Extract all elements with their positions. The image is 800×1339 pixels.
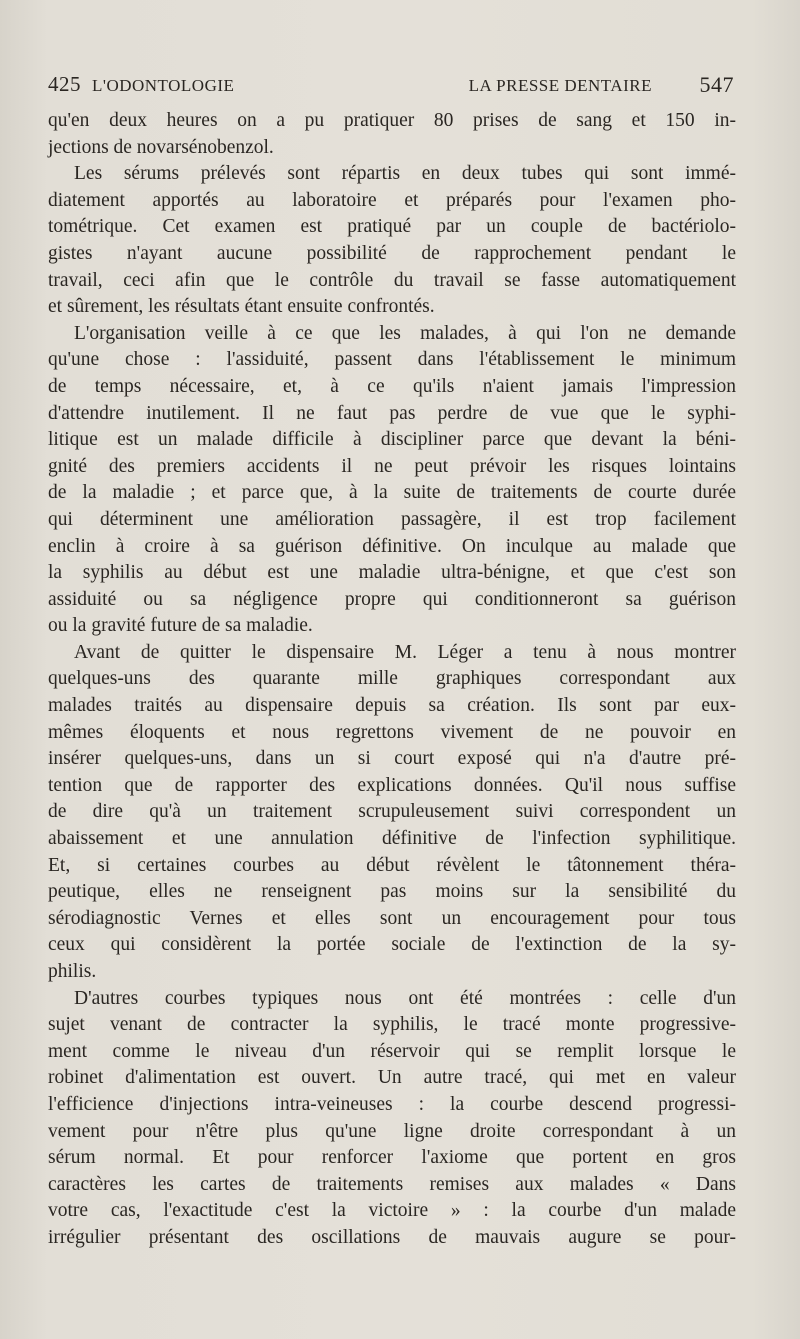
text-line: tométrique. Cet examen est pratiqué par un couple de bactériolo- <box>48 216 736 238</box>
text-line: et sûrement, les résultats étant ensuite confrontés. <box>48 296 435 318</box>
text-line: ment comme le niveau d'un réservoir qui se remplit lorsque le <box>48 1040 736 1062</box>
text-line: qu'en deux heures on a pu pratiquer 80 prises de sang et 150 in- <box>48 110 736 131</box>
text-line: peutique, elles ne renseignent pas moins sur la sensibilité du <box>48 881 736 903</box>
text-line: de dire qu'à un traitement scrupuleusement suivi correspondent un <box>48 801 736 823</box>
text-line: l'efficience d'injections intra-veineuses : la courbe descend progressi- <box>48 1093 736 1115</box>
text-line: travail, ceci afin que le contrôle du travail se fasse automatiquement <box>48 269 736 291</box>
text-line: sérodiagnostic Vernes et elles sont un encouragement pour tous <box>48 907 736 929</box>
text-line: litique est un malade difficile à discipliner parce que devant la béni- <box>48 429 736 451</box>
text-line: malades traités au dispensaire depuis sa création. Ils sont par eux- <box>48 695 736 717</box>
text-line: enclin à croire à sa guérison définitive. On inculque au malade que <box>48 535 736 557</box>
journal-title-right: LA PRESSE DENTAIRE <box>468 76 652 95</box>
text-line: abaissement et une annulation définitive de l'infection syphilitique. <box>48 828 736 850</box>
text-line: assiduité ou sa négligence propre qui conditionneront sa guérison <box>48 588 736 610</box>
text-line: vement pour n'être plus qu'une ligne droite correspondant à un <box>48 1120 736 1142</box>
text-line: gnité des premiers accidents il ne peut prévoir les risques lointains <box>48 455 736 477</box>
text-line: de temps nécessaire, et, à ce qu'ils n'aient jamais l'impression <box>48 375 736 397</box>
text-line: tention que de rapporter des explications données. Qu'il nous suffise <box>48 774 736 796</box>
right-page-number: 547 <box>699 72 734 97</box>
left-page-number: 425 <box>48 72 81 96</box>
text-line: philis. <box>48 961 97 982</box>
text-line: Avant de quitter le dispensaire M. Léger a tenu à nous montrer <box>74 641 736 663</box>
journal-title-left: L'ODONTOLOGIE <box>92 76 235 95</box>
text-line: Les sérums prélevés sont répartis en deux tubes qui sont immé- <box>74 163 736 185</box>
text-line: votre cas, l'exactitude c'est la victoire » : la courbe d'un malade <box>48 1200 736 1222</box>
text-line: jections de novarsénobenzol. <box>48 136 274 158</box>
text-line: sujet venant de contracter la syphilis, le tracé monte progressive- <box>48 1014 736 1036</box>
text-line: quelques-uns des quarante mille graphiques correspondant aux <box>48 668 736 690</box>
text-line: ou la gravité future de sa maladie. <box>48 615 313 637</box>
text-line: D'autres courbes typiques nous ont été montrées : celle d'un <box>74 987 736 1009</box>
text-line: L'organisation veille à ce que les malades, à qui l'on ne demande <box>74 322 736 344</box>
text-line: mêmes éloquents et nous regrettons vivement de ne pouvoir en <box>48 721 736 743</box>
text-line: diatement apportés au laboratoire et préparés pour l'examen pho- <box>48 189 736 211</box>
text-line: ceux qui considèrent la portée sociale de l'extinction de la sy- <box>48 934 736 956</box>
text-line: sérum normal. Et pour renforcer l'axiome que portent en gros <box>48 1147 736 1169</box>
text-line: qui déterminent une amélioration passagère, il est trop facilement <box>48 508 736 530</box>
running-header <box>48 72 734 106</box>
text-line: qu'une chose : l'assiduité, passent dans l'établissement le minimum <box>48 349 736 371</box>
text-line: la syphilis au début est une maladie ultra-bénigne, et que c'est son <box>48 562 736 584</box>
article-body <box>48 108 736 1252</box>
text-line: robinet d'alimentation est ouvert. Un autre tracé, qui met en valeur <box>48 1067 736 1089</box>
text-line: insérer quelques-uns, dans un si court exposé qui n'a d'autre pré- <box>48 748 736 770</box>
text-line: d'attendre inutilement. Il ne faut pas perdre de vue que le syphi- <box>48 402 736 424</box>
text-line: caractères les cartes de traitements remises aux malades « Dans <box>48 1173 736 1195</box>
text-line: Et, si certaines courbes au début révèlent le tâtonnement théra- <box>48 854 736 876</box>
text-line: irrégulier présentant des oscillations de mauvais augure se pour- <box>48 1226 736 1248</box>
text-line: gistes n'ayant aucune possibilité de rapprochement pendant le <box>48 242 736 264</box>
text-line: de la maladie ; et parce que, à la suite de traitements de courte durée <box>48 482 736 504</box>
